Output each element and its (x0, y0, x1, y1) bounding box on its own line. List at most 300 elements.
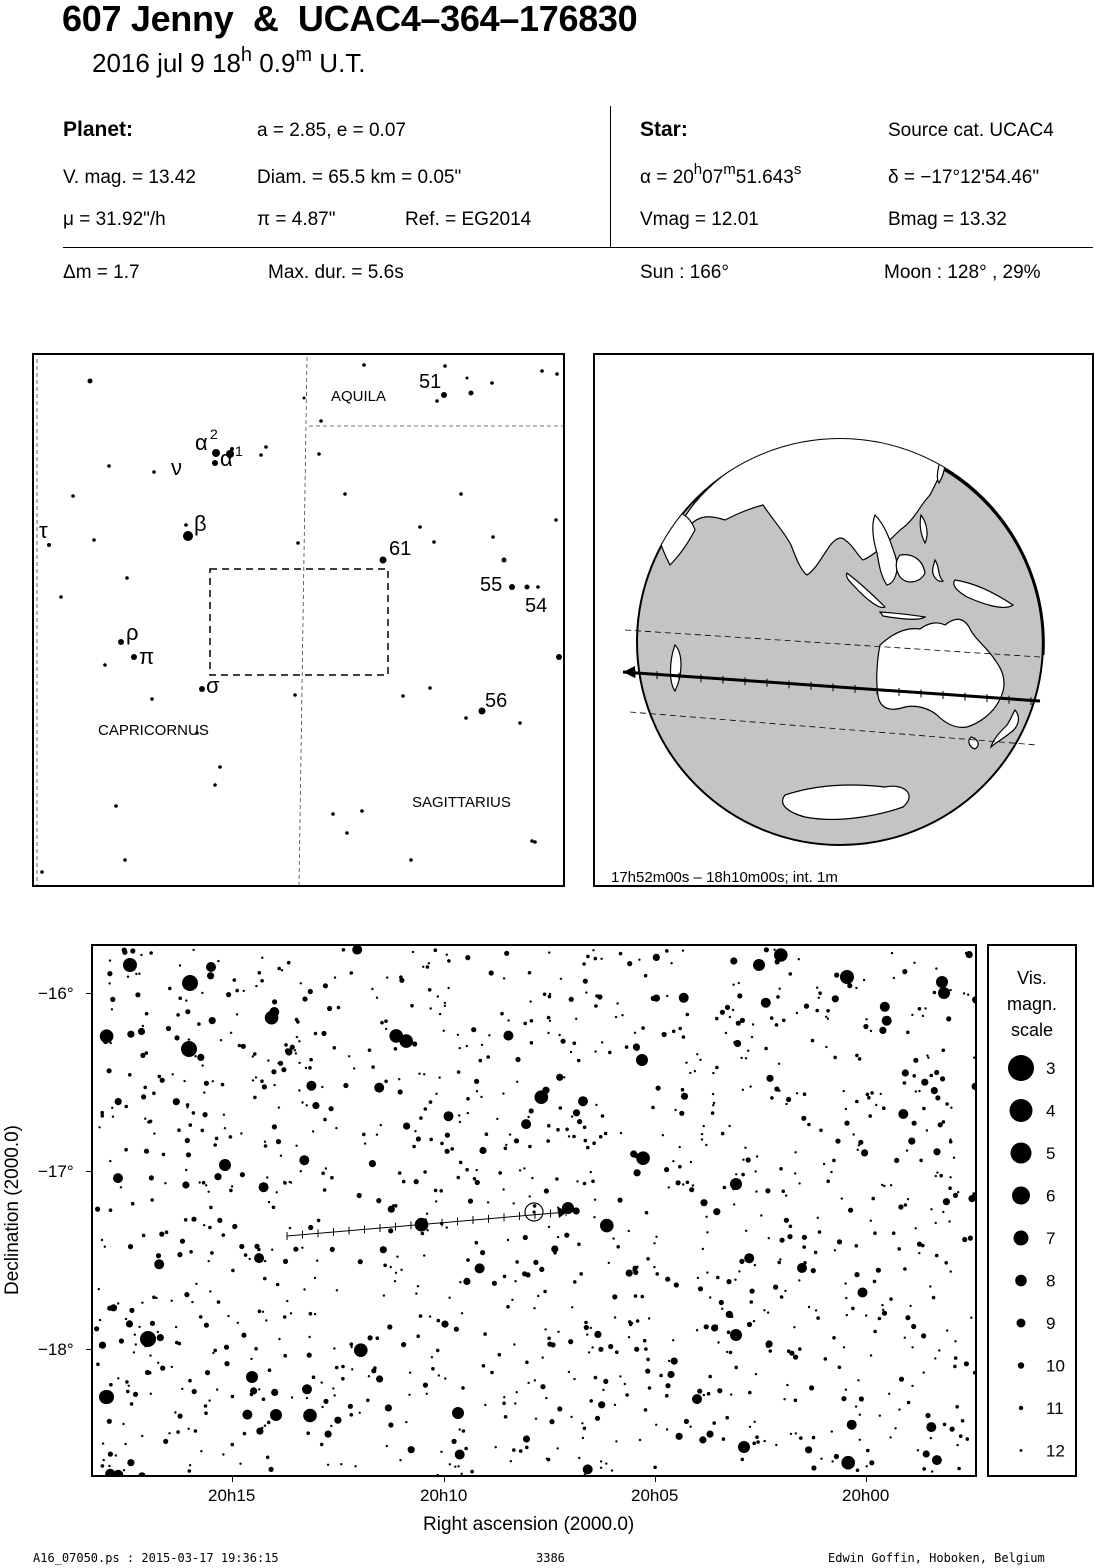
field-star (486, 1055, 490, 1059)
field-star (955, 1405, 959, 1409)
field-star (898, 1109, 908, 1119)
field-star (712, 1093, 714, 1095)
field-star (452, 1439, 457, 1444)
field-star (157, 1334, 164, 1341)
field-star (185, 1009, 190, 1014)
field-star (369, 1160, 376, 1167)
field-star (213, 1143, 217, 1147)
field-star (334, 1417, 341, 1424)
field-star (291, 1396, 293, 1398)
field-star (949, 1140, 953, 1144)
field-star (785, 1194, 787, 1196)
field-star (99, 1319, 101, 1321)
field-star (296, 1036, 298, 1038)
field-star (280, 1155, 282, 1157)
field-star (694, 1070, 696, 1072)
field-star (547, 1032, 549, 1034)
field-star (811, 1039, 815, 1043)
finder-star (296, 541, 300, 545)
field-star (959, 1434, 963, 1438)
field-star (384, 1019, 388, 1023)
field-star (217, 1218, 222, 1223)
field-star (784, 1290, 786, 1292)
field-star (235, 989, 239, 993)
field-star (371, 1368, 376, 1373)
field-star (221, 1083, 225, 1087)
field-star (171, 1366, 173, 1368)
field-star (534, 1379, 536, 1381)
field-star (922, 1107, 926, 1111)
field-star (906, 1149, 908, 1151)
field-star (348, 1055, 350, 1057)
field-star (589, 1399, 593, 1403)
field-star (333, 1394, 335, 1396)
field-star (512, 1448, 516, 1452)
star-heading: Star: (640, 118, 688, 141)
label-capricornus: CAPRICORNUS (98, 722, 209, 739)
field-star (529, 1000, 531, 1002)
field-star (742, 1089, 744, 1091)
field-star (281, 969, 283, 971)
field-star (972, 996, 977, 1003)
field-star (728, 1125, 730, 1127)
field-star (135, 992, 140, 997)
field-star (278, 1338, 280, 1340)
field-star (880, 1002, 890, 1012)
field-star (468, 1199, 473, 1204)
field-star (208, 1191, 210, 1193)
field-star (817, 1217, 819, 1219)
field-star (528, 971, 532, 975)
field-star (904, 1337, 906, 1339)
field-star (475, 1180, 480, 1185)
field-star (157, 1331, 159, 1333)
field-star (709, 1296, 711, 1298)
field-star (744, 1253, 754, 1263)
field-star (252, 1079, 254, 1081)
field-star (729, 1351, 733, 1355)
field-star (124, 1443, 126, 1445)
field-star (573, 1109, 580, 1116)
field-star (204, 1323, 209, 1328)
field-star (973, 1371, 977, 1375)
field-star (396, 1256, 398, 1258)
field-star (689, 1072, 691, 1074)
field-star (561, 1039, 566, 1044)
field-star (514, 1402, 516, 1404)
field-star (746, 1157, 751, 1162)
field-star (290, 1181, 292, 1183)
field-star (594, 1199, 596, 1201)
field-star (212, 1352, 214, 1354)
field-star (638, 959, 640, 961)
field-star (117, 1302, 119, 1304)
field-star (201, 1064, 203, 1066)
field-star (739, 1259, 744, 1264)
ra-tick-label: 20h10 (420, 1486, 468, 1505)
field-star (371, 1065, 375, 1069)
bright-field-star (181, 1041, 197, 1057)
field-star (750, 1300, 754, 1304)
field-star (784, 1218, 789, 1223)
field-star (742, 1159, 744, 1161)
field-star (435, 1093, 437, 1095)
field-star (924, 1007, 926, 1009)
field-star (966, 1437, 970, 1441)
field-star (111, 1107, 113, 1109)
field-star (930, 1437, 932, 1439)
field-star (203, 1112, 208, 1117)
field-star (940, 1076, 945, 1081)
field-star (678, 1165, 682, 1169)
field-star (402, 1180, 406, 1184)
field-star (573, 1041, 577, 1045)
field-star (143, 1086, 147, 1090)
field-star (438, 1076, 440, 1078)
field-star (655, 1236, 657, 1238)
field-star (434, 948, 438, 952)
field-star (707, 1392, 711, 1396)
field-star (882, 1016, 892, 1026)
field-star (557, 1236, 559, 1238)
finder-star (47, 543, 51, 547)
field-star (897, 1247, 901, 1251)
field-star (475, 1263, 485, 1273)
finder-star (554, 518, 558, 522)
field-star (882, 1106, 886, 1110)
field-star (283, 1259, 288, 1264)
field-star (109, 1208, 113, 1212)
field-star (204, 1404, 208, 1408)
field-star (119, 1338, 124, 1343)
finder-star (118, 639, 124, 645)
field-star (426, 1213, 428, 1215)
field-star (250, 1358, 252, 1360)
field-star (749, 1426, 751, 1428)
field-star (741, 1458, 745, 1462)
field-star (314, 1313, 316, 1315)
finder-star (459, 492, 463, 496)
field-star (685, 1062, 687, 1064)
field-star (922, 1015, 924, 1017)
field-star (639, 1439, 641, 1441)
field-star (232, 1224, 237, 1229)
field-star (918, 1007, 922, 1011)
field-star (573, 1280, 577, 1284)
finder-star (432, 540, 436, 544)
finder-star (114, 804, 118, 808)
field-star (239, 1244, 244, 1249)
finder-star (509, 584, 515, 590)
field-star (949, 1176, 951, 1178)
field-star (865, 1018, 867, 1020)
field-star (416, 1334, 420, 1338)
field-star (858, 1140, 863, 1145)
field-star (584, 1321, 588, 1325)
legend-dot-mag-9 (1017, 1319, 1026, 1328)
legend-label-mag-4: 4 (1046, 1101, 1056, 1121)
field-star (203, 1224, 205, 1226)
sun-elongation: Sun : 166° (640, 262, 729, 283)
field-star (799, 1436, 803, 1440)
field-star (745, 1230, 747, 1232)
star-dec: δ = −17°12'54.46" (888, 167, 1040, 188)
field-star (504, 1147, 508, 1151)
field-star (801, 1116, 806, 1121)
field-star (243, 990, 245, 992)
field-star (426, 1229, 428, 1231)
field-star (608, 1051, 612, 1055)
field-star (600, 1460, 602, 1462)
field-star (125, 1380, 129, 1384)
field-star (551, 1245, 558, 1252)
field-star (547, 1016, 551, 1020)
field-star (192, 1389, 197, 1394)
field-star (755, 1190, 757, 1192)
field-star (287, 961, 291, 965)
field-star (217, 1300, 221, 1304)
field-star (410, 1004, 414, 1008)
finder-star (490, 381, 494, 385)
field-star (921, 1079, 928, 1086)
field-star (594, 1331, 601, 1338)
field-star (935, 967, 937, 969)
label-sagittarius: SAGITTARIUS (412, 794, 511, 811)
field-star (878, 1317, 882, 1321)
field-star (590, 1327, 592, 1329)
field-star (719, 1300, 724, 1305)
field-star (236, 1013, 238, 1015)
field-star (888, 1393, 890, 1395)
field-star (443, 1030, 445, 1032)
field-star (602, 1389, 604, 1391)
field-star (502, 1092, 504, 1094)
finder-chart (32, 353, 565, 887)
field-star (794, 1399, 798, 1403)
field-star (648, 1386, 652, 1390)
field-star (925, 1413, 930, 1418)
field-star (750, 1289, 755, 1294)
field-star (186, 1152, 191, 1157)
field-star (376, 1198, 381, 1203)
field-star (166, 1026, 171, 1031)
field-star (619, 952, 623, 956)
event-datetime: 2016 jul 9 18$^h$ 0.9$^m$ U.T. (92, 44, 366, 78)
field-star (455, 1450, 465, 1460)
field-star (725, 1005, 730, 1010)
finder-star (343, 492, 347, 496)
field-star (440, 1451, 442, 1453)
field-star (299, 1155, 309, 1165)
field-star (172, 1073, 174, 1075)
field-star (789, 1351, 794, 1356)
field-star (283, 1315, 287, 1319)
field-star (152, 1092, 156, 1096)
field-star (863, 979, 865, 981)
field-star (780, 1295, 784, 1299)
field-star (841, 1197, 843, 1199)
field-star (412, 951, 414, 953)
field-star (618, 1198, 623, 1203)
label-tau: τ (39, 518, 48, 543)
field-star (692, 1394, 702, 1404)
field-star (376, 1134, 378, 1136)
field-star (790, 1433, 792, 1435)
field-star (435, 1200, 437, 1202)
field-star (100, 1029, 114, 1043)
field-star (570, 1051, 572, 1053)
field-star (530, 1019, 534, 1023)
field-star (776, 995, 780, 999)
field-star (668, 1360, 670, 1362)
field-star (907, 1198, 909, 1200)
field-star (125, 1318, 127, 1320)
field-star (600, 958, 602, 960)
field-star (383, 1294, 385, 1296)
field-star (110, 997, 115, 1002)
field-star (756, 1440, 760, 1444)
field-star (325, 1431, 332, 1438)
field-star (648, 1317, 650, 1319)
field-star (492, 1281, 497, 1286)
field-star (504, 951, 509, 956)
field-star (431, 1356, 433, 1358)
field-star (621, 1014, 623, 1016)
field-star (882, 1309, 884, 1311)
field-star (150, 1198, 154, 1202)
field-star (597, 994, 602, 999)
field-star (323, 1188, 327, 1192)
field-star (126, 1390, 130, 1394)
field-star (113, 1173, 123, 1183)
field-star (165, 1230, 169, 1234)
planet-reference: Ref. = EG2014 (405, 209, 532, 230)
field-star (770, 1016, 774, 1020)
field-star (816, 1316, 820, 1320)
field-star (735, 1173, 737, 1175)
field-star (513, 1202, 515, 1204)
field-star (594, 1376, 598, 1380)
field-star (149, 1354, 151, 1356)
field-star (388, 1422, 393, 1427)
field-star (568, 1339, 573, 1344)
field-star (260, 979, 264, 983)
field-star (582, 1437, 584, 1439)
field-star (350, 971, 354, 975)
field-star (135, 973, 137, 975)
field-star (641, 1026, 645, 1030)
field-star (696, 1329, 698, 1331)
field-star (241, 1333, 246, 1338)
field-star (942, 1049, 946, 1053)
field-star (385, 1028, 387, 1030)
field-star (398, 1089, 403, 1094)
field-star (436, 1349, 440, 1353)
field-star (208, 1399, 210, 1401)
field-star (400, 1269, 402, 1271)
bright-field-star (182, 975, 198, 991)
field-star (503, 1275, 507, 1279)
finder-star (418, 525, 422, 529)
field-star (115, 1454, 117, 1456)
field-star (972, 1083, 978, 1090)
field-star (321, 1172, 325, 1176)
field-star (429, 1315, 431, 1317)
bright-field-star (938, 987, 950, 999)
label-nu: ν (171, 455, 182, 480)
field-star (437, 1474, 439, 1476)
field-star (276, 1191, 278, 1193)
field-star (194, 1429, 198, 1433)
bright-field-star (270, 1409, 282, 1421)
field-star (935, 1175, 937, 1177)
field-star (466, 1097, 470, 1101)
field-star (894, 1158, 899, 1163)
field-star (912, 1121, 917, 1126)
field-star (793, 1355, 798, 1360)
field-star (519, 1449, 523, 1453)
finder-star (218, 765, 222, 769)
field-star (421, 1232, 425, 1236)
field-star (152, 1296, 156, 1300)
field-star (968, 1195, 975, 1202)
field-star (414, 1130, 416, 1132)
field-star (893, 977, 895, 979)
field-star (252, 1055, 254, 1057)
field-star (826, 1009, 830, 1013)
field-star (929, 1285, 931, 1287)
field-star (467, 1112, 469, 1114)
field-star (272, 1206, 276, 1210)
field-star (220, 1039, 222, 1041)
legend-title-line1: Vis. (1017, 968, 1047, 988)
legend-dot-mag-6 (1012, 1187, 1030, 1205)
field-star (108, 982, 110, 984)
field-star (343, 1083, 348, 1088)
field-star (725, 1032, 727, 1034)
field-star (264, 1260, 266, 1262)
field-star (559, 1106, 563, 1110)
field-star (738, 982, 740, 984)
field-star (111, 1008, 113, 1010)
field-star (867, 1096, 871, 1100)
field-star (446, 954, 448, 956)
planet-heading: Planet: (63, 118, 134, 141)
field-star (936, 1171, 938, 1173)
field-star (563, 1076, 565, 1078)
field-star (943, 1198, 950, 1205)
field-star (575, 1018, 577, 1020)
field-star (730, 1393, 732, 1395)
field-star (628, 1230, 630, 1232)
field-star (612, 1294, 617, 1299)
field-star (753, 1320, 755, 1322)
field-star (336, 1289, 338, 1291)
field-star (678, 1027, 682, 1031)
field-star (357, 1193, 362, 1198)
field-star (807, 1123, 811, 1127)
field-star (699, 1436, 706, 1443)
field-star (923, 1371, 925, 1373)
field-star (276, 1139, 281, 1144)
field-star (859, 1439, 861, 1441)
field-star (582, 962, 586, 966)
field-star (150, 1393, 152, 1395)
field-star (312, 1102, 319, 1109)
field-star (341, 1365, 345, 1369)
field-star (832, 995, 839, 1002)
field-star (298, 1040, 300, 1042)
